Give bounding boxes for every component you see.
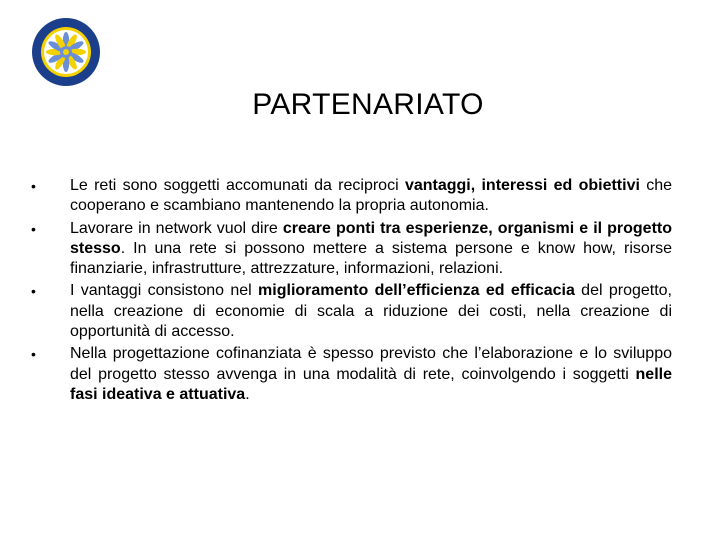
bullet-marker: • [31,220,36,237]
bullet-marker: • [31,346,36,363]
bullet-item [31,219,672,280]
bullet-text: del progetto, nella creazione di economie di scala a riduzione dei costi, nella creazione di opportunità di accesso. [70,282,672,341]
bullet-item [31,281,672,342]
bullet-item [31,344,672,405]
bullet-text: Le reti sono soggetti accomunati da reciproci [70,177,405,194]
bullet-text: . In una rete si possono mettere a sistema persone e know how, risorse finanziarie, infrastrutture, attrezzature, informazioni, relazioni. [70,239,672,278]
logo-emblem-icon [31,17,101,87]
slide-title: PARTENARIATO [252,88,484,121]
organization-logo [31,17,101,87]
bullet-text: Lavorare in network vuol dire [70,219,283,237]
bullet-text: I vantaggi consistono nel [70,282,259,300]
bullet-bold-text: nelle fasi ideativa e attuativa [70,365,672,403]
bullet-marker: • [31,178,36,194]
bullet-list [31,176,673,407]
bullet-item [31,176,673,217]
bullet-bold-text: vantaggi, interessi ed obiettivi [404,177,640,194]
bullet-text: . [245,385,250,403]
bullet-text: Nella progettazione cofinanziata è spesso previsto che l’elaborazione e lo sviluppo del progetto stesso avvenga in una modalità di rete, coinvolgendo i soggetti [70,345,672,383]
bullet-bold-text: miglioramento dell’efficienza ed efficacia [258,282,575,300]
bullet-marker: • [31,283,36,300]
bullet-bold-text: creare ponti tra esperienze, organismi e il progetto stesso [70,219,672,257]
bullet-text: che cooperano e scambiano mantenendo la propria autonomia. [70,177,673,215]
